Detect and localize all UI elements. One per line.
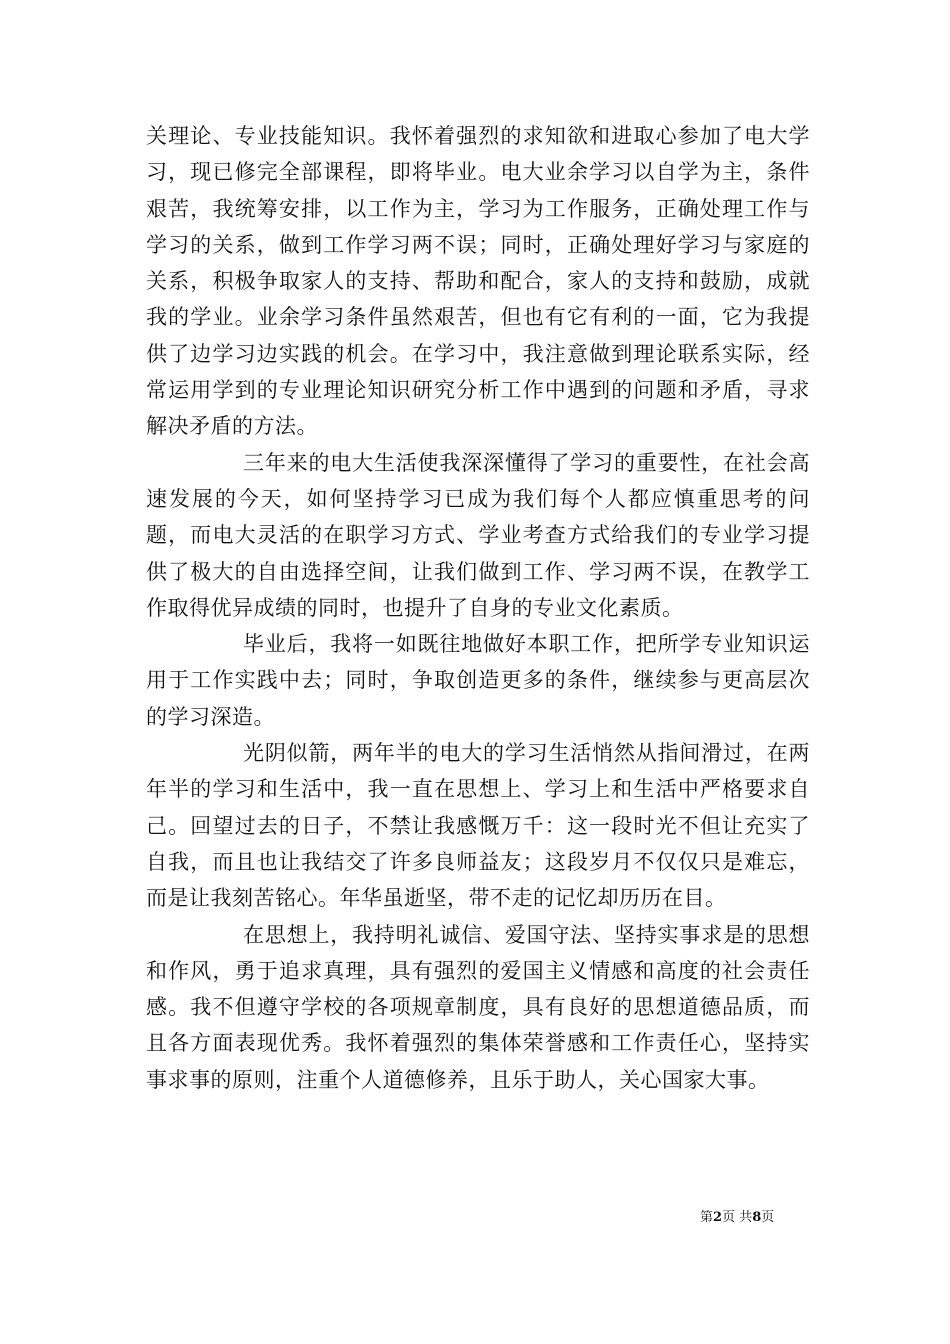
footer-prefix: 第: [700, 1210, 714, 1225]
document-body: [146, 118, 810, 1098]
paragraph-time-flies: 光阴似箭，两年半的电大的学习生活悄然从指间滑过，在两年半的学习和生活中，我一直在思想上、学习上和生活中严格要求自己。回望过去的日子，不禁让我感慨万千：这一段时光不但让充实了自我，而且也让我结交了许多良师益友；这段岁月不仅仅只是难忘，而是让我刻苦铭心。年华虽逝坚，带不走的记忆却历历在目。: [146, 741, 810, 911]
page-footer: [700, 1206, 820, 1225]
paragraph-study-importance: 三年来的电大生活使我深深懂得了学习的重要性，在社会高速发展的今天，如何坚持学习已成为我们每个人都应慎重思考的问题，而电大灵活的在职学习方式、学业考查方式给我们的专业学习提供了极大的自由选择空间，让我们做到工作、学习两不误，在教学工作取得优异成绩的同时，也提升了自身的专业文化素质。: [146, 450, 810, 620]
footer-suffix: 页: [761, 1210, 775, 1225]
paragraph-continued: 关理论、专业技能知识。我怀着强烈的求知欲和进取心参加了电大学习，现已修完全部课程，即将毕业。电大业余学习以自学为主，条件艰苦，我统筹安排，以工作为主，学习为工作服务，正确处理工作与学习的关系，做到工作学习两不误；同时，正确处理好学习与家庭的关系，积极争取家人的支持、帮助和配合，家人的支持和鼓励，成就我的学业。业余学习条件虽然艰苦，但也有它有利的一面，它为我提供了边学习边实践的机会。在学习中，我注意做到理论联系实际，经常运用学到的专业理论知识研究分析工作中遇到的问题和矛盾，寻求解决矛盾的方法。: [146, 124, 810, 439]
current-page-number: 2: [713, 1210, 723, 1225]
footer-middle: 页 共: [722, 1210, 753, 1225]
paragraph-ideology: 在思想上，我持明礼诚信、爱国守法、坚持实事求是的思想和作风，勇于追求真理，具有强烈的爱国主义情感和高度的社会责任感。我不但遵守学校的各项规章制度，具有良好的思想道德品质，而且各方面表现优秀。我怀着强烈的集体荣誉感和工作责任心，坚持实事求事的原则，注重个人道德修养，且乐于助人，关心国家大事。: [146, 922, 810, 1092]
paragraph-after-graduation: 毕业后，我将一如既往地做好本职工作，把所学专业知识运用于工作实践中去；同时，争取创造更多的条件，继续参与更高层次的学习深造。: [146, 632, 810, 729]
total-page-number: 8: [752, 1210, 762, 1225]
